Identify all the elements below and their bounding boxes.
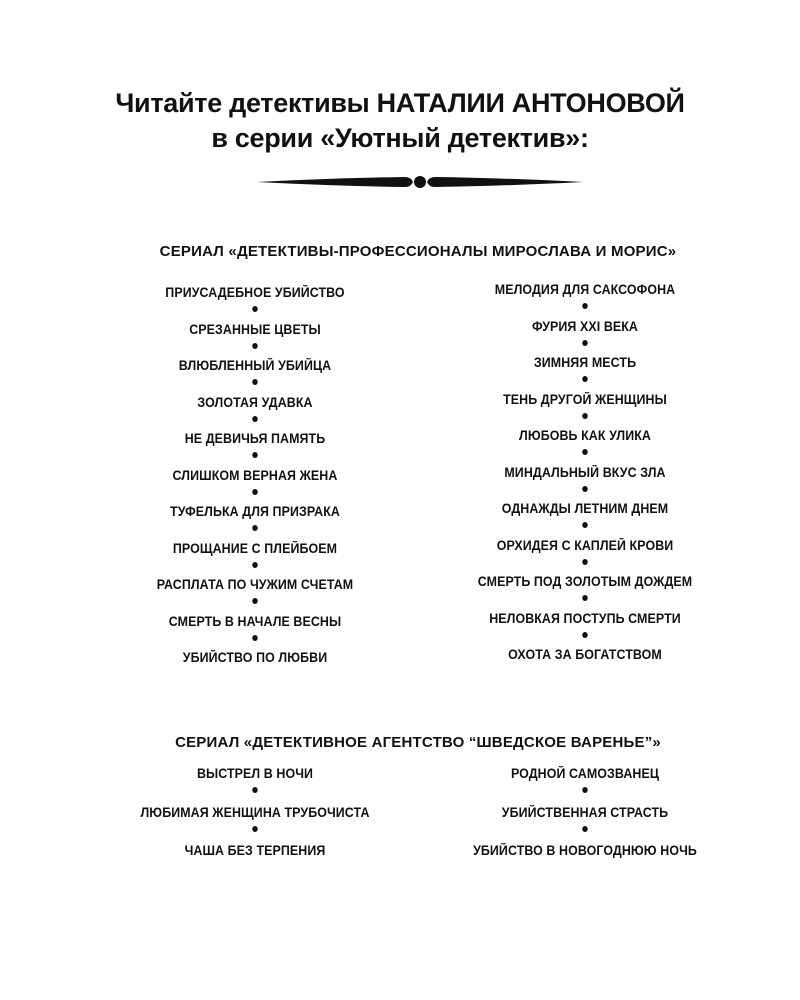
book-title: ЛЮБИМАЯ ЖЕНЩИНА ТРУБОЧИСТА	[117, 805, 393, 844]
bullet-dot-icon	[582, 340, 588, 346]
bullet-dot-icon	[582, 303, 588, 309]
ornament-divider-icon	[255, 172, 585, 192]
bullet-dot-icon	[582, 413, 588, 419]
book-title: ТЕНЬ ДРУГОЙ ЖЕНЩИНЫ	[447, 392, 723, 429]
book-title: РАСПЛАТА ПО ЧУЖИМ СЧЕТАМ	[117, 577, 393, 614]
bullet-dot-icon	[582, 486, 588, 492]
book-title: ВЛЮБЛЕННЫЙ УБИЙЦА	[117, 358, 393, 395]
bullet-dot-icon	[252, 452, 258, 458]
series-2-right-list	[435, 766, 735, 882]
bullet-dot-icon	[582, 559, 588, 565]
book-title: ОДНАЖДЫ ЛЕТНИМ ДНЕМ	[447, 501, 723, 538]
series-1-right-list	[435, 282, 735, 684]
bullet-dot-icon	[582, 826, 588, 832]
page-title-line-1: Читайте детективы НАТАЛИИ АНТОНОВОЙ	[115, 88, 685, 118]
series-2-left-list	[105, 766, 405, 882]
book-title: СМЕРТЬ ПОД ЗОЛОТЫМ ДОЖДЕМ	[447, 574, 723, 611]
book-title: ЧАША БЕЗ ТЕРПЕНИЯ	[184, 843, 326, 858]
bullet-dot-icon	[582, 376, 588, 382]
bullet-dot-icon	[582, 449, 588, 455]
bullet-dot-icon	[252, 562, 258, 568]
book-title: УБИЙСТВО ПО ЛЮБВИ	[182, 650, 328, 665]
bullet-dot-icon	[252, 787, 258, 793]
book-title: ЗОЛОТАЯ УДАВКА	[117, 395, 393, 432]
book-title: СМЕРТЬ В НАЧАЛЕ ВЕСНЫ	[117, 614, 393, 651]
book-title: РОДНОЙ САМОЗВАНЕЦ	[447, 766, 723, 805]
book-title: ЗИМНЯЯ МЕСТЬ	[447, 355, 723, 392]
book-title: УБИЙСТВО В НОВОГОДНЮЮ НОЧЬ	[473, 843, 697, 858]
bullet-dot-icon	[252, 525, 258, 531]
series-1-left-list	[105, 285, 405, 687]
bullet-dot-icon	[582, 522, 588, 528]
bullet-dot-icon	[252, 826, 258, 832]
book-title: ТУФЕЛЬКА ДЛЯ ПРИЗРАКА	[117, 504, 393, 541]
book-title: ОРХИДЕЯ С КАПЛЕЙ КРОВИ	[447, 538, 723, 575]
series-2-heading: СЕРИАЛ «ДЕТЕКТИВНОЕ АГЕНТСТВО “ШВЕДСКОЕ ВАРЕНЬЕ”»	[175, 734, 661, 751]
book-title: ПРИУСАДЕБНОЕ УБИЙСТВО	[117, 285, 393, 322]
bullet-dot-icon	[582, 632, 588, 638]
bullet-dot-icon	[582, 787, 588, 793]
bullet-dot-icon	[252, 489, 258, 495]
book-title: НЕЛОВКАЯ ПОСТУПЬ СМЕРТИ	[447, 611, 723, 648]
bullet-dot-icon	[252, 416, 258, 422]
book-title: ВЫСТРЕЛ В НОЧИ	[117, 766, 393, 805]
series-1-heading: СЕРИАЛ «ДЕТЕКТИВЫ-ПРОФЕССИОНАЛЫ МИРОСЛАВА И МОРИС»	[159, 243, 677, 260]
book-title: СЛИШКОМ ВЕРНАЯ ЖЕНА	[117, 468, 393, 505]
book-title: ОХОТА ЗА БОГАТСТВОМ	[508, 647, 662, 662]
bullet-dot-icon	[252, 379, 258, 385]
book-title: ПРОЩАНИЕ С ПЛЕЙБОЕМ	[117, 541, 393, 578]
book-title: СРЕЗАННЫЕ ЦВЕТЫ	[117, 322, 393, 359]
book-title: ФУРИЯ XXI ВЕКА	[447, 319, 723, 356]
bullet-dot-icon	[252, 598, 258, 604]
book-title: УБИЙСТВЕННАЯ СТРАСТЬ	[447, 805, 723, 844]
bullet-dot-icon	[252, 306, 258, 312]
book-title: МИНДАЛЬНЫЙ ВКУС ЗЛА	[447, 465, 723, 502]
bullet-dot-icon	[252, 635, 258, 641]
page-title	[0, 86, 800, 156]
book-title: МЕЛОДИЯ ДЛЯ САКСОФОНА	[447, 282, 723, 319]
page-title-line-2: в серии «Уютный детектив»:	[211, 123, 589, 153]
bullet-dot-icon	[582, 595, 588, 601]
book-title: ЛЮБОВЬ КАК УЛИКА	[447, 428, 723, 465]
book-title: НЕ ДЕВИЧЬЯ ПАМЯТЬ	[117, 431, 393, 468]
bullet-dot-icon	[252, 343, 258, 349]
